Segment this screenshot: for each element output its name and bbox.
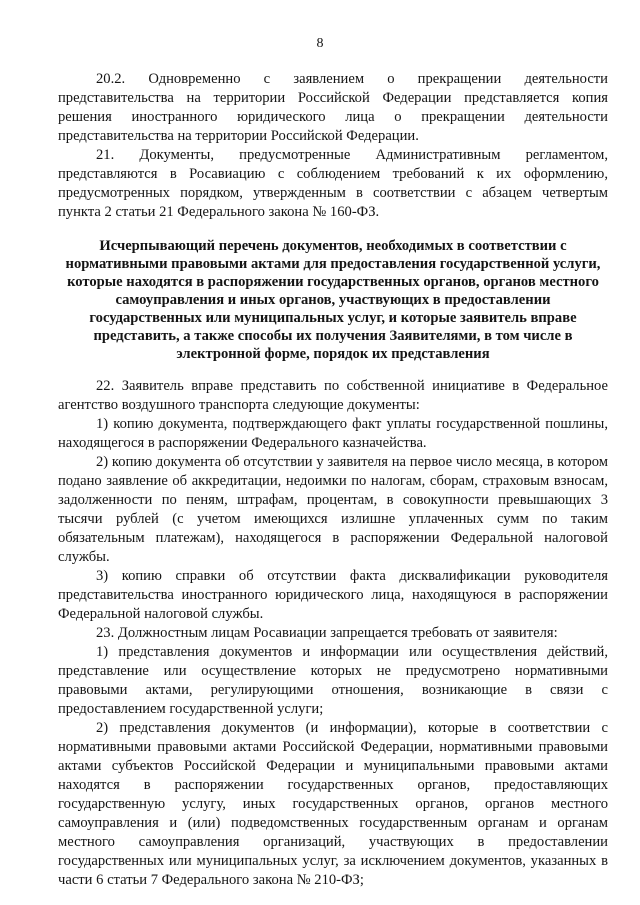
paragraph-20-2: 20.2. Одновременно с заявлением о прекращении деятельности представительства на территории Российской Федерации представляется копия решения иностранного юридического лица о прекращении деятельности представительства на территории Российской Федерации. <box>58 71 608 144</box>
paragraph-22-item-2: 2) копию документа об отсутствии у заявителя на первое число месяца, в котором подано заявление об аккредитации, недоимки по налогам, сборам, страховым взносам, задолженности по пеням, штрафам, процентам, в совокупности превышающих 3 тысячи рублей (с учетом имеющихся излишне уплаченных сумм по таким обязательным платежам), находящегося в распоряжении Федеральной налоговой службы. <box>58 454 608 565</box>
paragraph-22-item-1: 1) копию документа, подтверждающего факт уплаты государственной пошлины, находящегося в распоряжении Федерального казначейства. <box>58 416 608 451</box>
paragraph-23-item-2: 2) представления документов (и информации), которые в соответствии с нормативными правовыми актами Российской Федерации, нормативными правовыми актами субъектов Российской Федерации и муниципальными правовыми актами находятся в распоряжении государственных органов, предоставляющих государственную услугу, иных государственных органов, органов местного самоуправления и (или) подведомственных государственным органам и органам местного самоуправления организаций, участвующих в предоставлении государственных или муниципальных услуг, за исключением документов, указанных в части 6 статьи 7 Федерального закона № 210-ФЗ; <box>58 720 608 888</box>
section-heading: Исчерпывающий перечень документов, необходимых в соответствии с нормативными правовыми актами для предоставления государственной услуги, которые находятся в распоряжении государственных органов, органов местного самоуправления и иных органов, участвующих в предоставлении государственных или муниципальных услуг, и которые заявитель вправе представить, а также способы их получения Заявителями, в том числе в электронной форме, порядок их представления <box>65 238 601 362</box>
paragraph-23: 23. Должностным лицам Росавиации запрещается требовать от заявителя: <box>96 625 558 641</box>
page-number: 8 <box>316 36 324 51</box>
document-body <box>58 70 608 890</box>
paragraph-22: 22. Заявитель вправе представить по собственной инициативе в Федеральное агентство воздушного транспорта следующие документы: <box>58 378 608 413</box>
paragraph-23-item-1: 1) представления документов и информации или осуществления действий, представление или осуществление которых не предусмотрено нормативными правовыми актами, регулирующими отношения, возникающие в связи с предоставлением государственной услуги; <box>58 644 608 717</box>
paragraph-22-item-3: 3) копию справки об отсутствии факта дисквалификации руководителя представительства иностранного юридического лица, находящуюся в распоряжении Федеральной налоговой службы. <box>58 568 608 622</box>
paragraph-21: 21. Документы, предусмотренные Административным регламентом, представляются в Росавиацию с соблюдением требований к их оформлению, предусмотренных порядком, утвержденным в соответствии с абзацем четвертым пункта 2 статьи 21 Федерального закона № 160-ФЗ. <box>58 147 608 220</box>
